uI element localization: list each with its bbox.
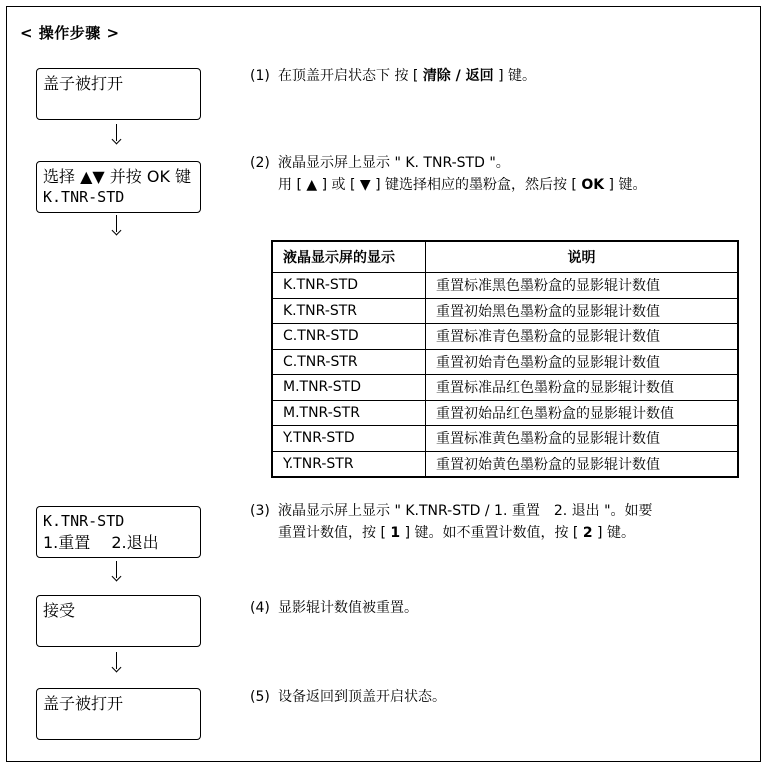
down-arrow-icon [110,124,124,146]
table-row [272,400,738,426]
lcd-screen-select [36,161,201,213]
step-5 [250,686,446,708]
table-cell: C.TNR-STD [272,324,426,350]
lcd-screen-accepted [36,595,201,647]
table-cell: 重置初始青色墨粉盒的显影辊计数值 [426,349,739,375]
column-header: 液晶显示屏的显示 [272,241,426,273]
page-title: < 操作步骤 > [20,24,120,42]
step-number: (3) [250,503,270,519]
table-cell: 重置初始黄色墨粉盒的显影辊计数值 [426,451,739,477]
table-row [272,375,738,401]
lcd-line: 盖子被打开 [43,74,124,93]
table-cell: M.TNR-STR [272,400,426,426]
lcd-line: 1.重置 2.退出 [43,533,159,552]
table-cell: 重置标准青色墨粉盒的显影辊计数值 [426,324,739,350]
key-label: OK [581,177,605,193]
table-cell: Y.TNR-STD [272,426,426,452]
step-number: (4) [250,600,270,616]
down-arrow-icon [110,561,124,583]
table-cell: K.TNR-STR [272,298,426,324]
table-cell: Y.TNR-STR [272,451,426,477]
lcd-screen-reset-exit [36,506,201,558]
table-row [272,298,738,324]
table-cell: M.TNR-STD [272,375,426,401]
table-row [272,273,738,299]
step-text: ] 键。如不重置计数值，按 [ [400,525,583,541]
step-2 [250,152,646,196]
table-cell: K.TNR-STD [272,273,426,299]
key-label: 清除 / 返回 [422,68,494,84]
step-number: (2) [250,155,270,171]
step-text: 设备返回到顶盖开启状态。 [278,689,446,705]
step-text: 重置计数值，按 [ [278,525,391,541]
lcd-line: K.TNR-STD [43,188,125,206]
step-number: (1) [250,68,270,84]
table-row [272,324,738,350]
lcd-line: K.TNR-STD [43,512,125,530]
lcd-line: 盖子被打开 [43,694,124,713]
down-arrow-icon [110,652,124,674]
table-cell: 重置初始黑色墨粉盒的显影辊计数值 [426,298,739,324]
table-row [272,349,738,375]
step-text: 显影辊计数值被重置。 [278,600,418,616]
step-3 [250,500,653,544]
step-text: ] 键。 [604,177,647,193]
table-cell: 重置初始品红色墨粉盒的显影辊计数值 [426,400,739,426]
column-header: 说明 [426,241,739,273]
table-cell: 重置标准黄色墨粉盒的显影辊计数值 [426,426,739,452]
table-header-row [272,241,738,273]
step-text: 在顶盖开启状态下 按 [ [278,68,423,84]
table-cell: 重置标准黑色墨粉盒的显影辊计数值 [426,273,739,299]
table-cell: C.TNR-STR [272,349,426,375]
step-text: 用 [ ▲ ] 或 [ ▼ ] 键选择相应的墨粉盒，然后按 [ [278,177,582,193]
step-1 [250,65,536,87]
step-text: ] 键。 [493,68,537,84]
lcd-screen-lid-open [36,68,201,120]
lcd-screen-lid-open-return [36,688,201,740]
step-4 [250,597,418,619]
table-row [272,451,738,477]
lcd-line: 接受 [43,601,76,620]
table-row [272,426,738,452]
key-label: 2 [582,525,593,541]
down-arrow-icon [110,215,124,237]
step-text: 液晶显示屏上显示 " K. TNR-STD "。 [278,155,510,171]
display-description-table [271,240,739,478]
step-number: (5) [250,689,270,705]
key-label: 1 [390,525,401,541]
table-cell: 重置标准品红色墨粉盒的显影辊计数值 [426,375,739,401]
step-text: ] 键。 [592,525,635,541]
lcd-line: 选择 ▲▼ 并按 OK 键 [43,167,192,186]
step-text: 液晶显示屏上显示 " K.TNR-STD / 1. 重置 2. 退出 "。如要 [278,503,653,519]
